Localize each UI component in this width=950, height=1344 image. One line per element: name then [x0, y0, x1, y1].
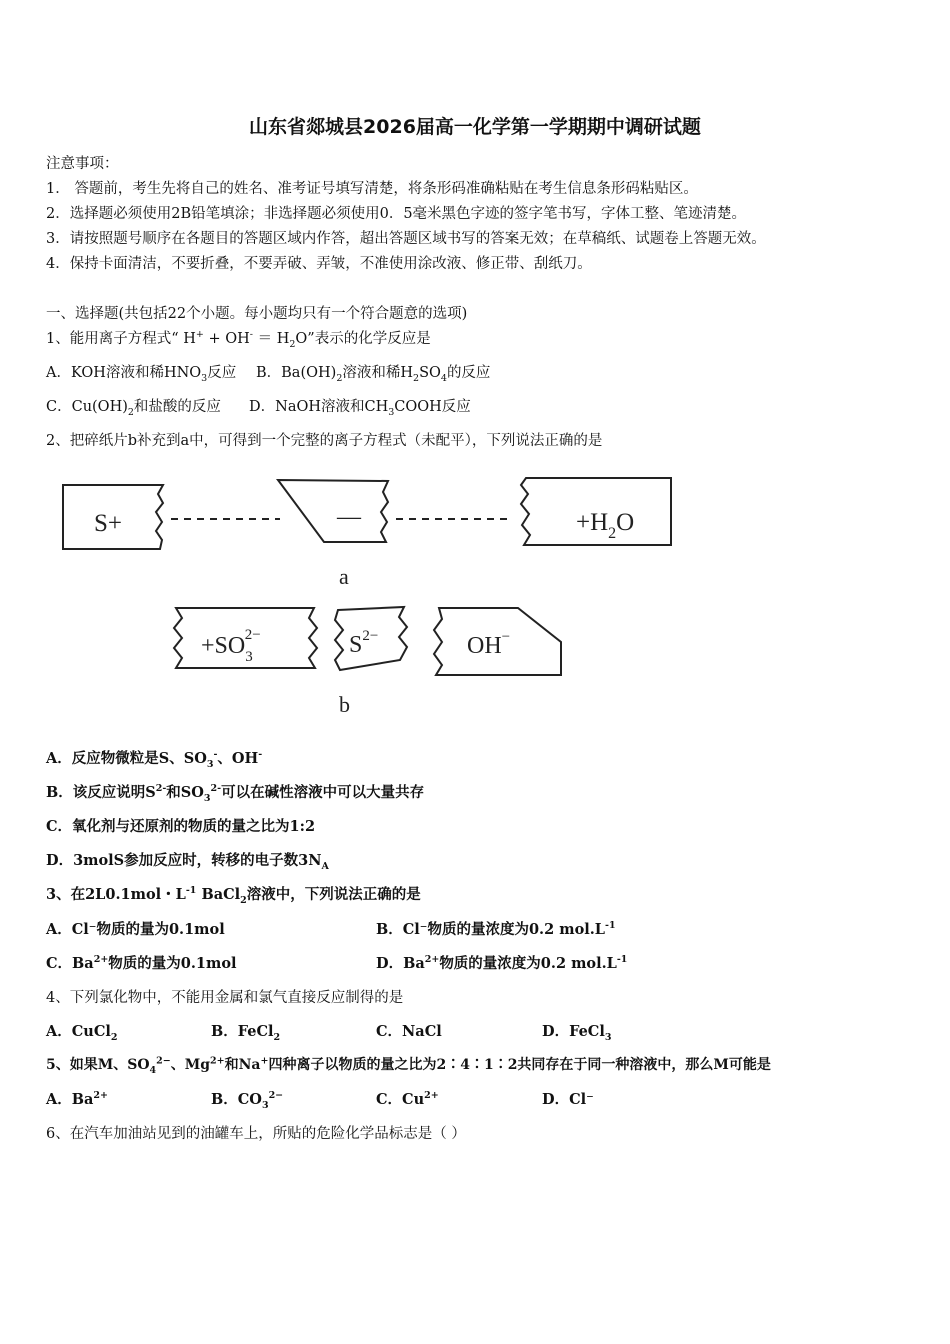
q1-option-b: B．$Ba(OH)_2$溶液和稀$H_2SO_4$的反应 [256, 365, 491, 384]
s-plus-label: S+ [94, 510, 123, 537]
q3-stem: 3、在2L0.1mol・$L^{-1}$ BaCl$_2$溶液中，下列说法正确的是 [46, 885, 421, 906]
q5-option-d: D．Cl⁻ [542, 1091, 594, 1108]
q2-option-a: A．反应物微粒是S、$SO_3^-$、OH- [46, 749, 263, 770]
q4-option-c: C．NaCl [376, 1023, 442, 1040]
q2-option-c: C．氧化剂与还原剂的物质的量之比为1:2 [46, 818, 316, 835]
notice-heading: 注意事项： [46, 156, 119, 172]
q2-option-d: D．3molS参加反应时，转移的电子数$3N_A$ [46, 852, 329, 872]
label-a: a [339, 564, 349, 589]
oh-label: OH− [467, 629, 511, 659]
q1-option-d: D．NaOH溶液和$CH_3COOH$反应 [249, 399, 471, 418]
q4-option-b: B．FeCl$_2$ [211, 1023, 281, 1043]
paper-pieces-figure [56, 470, 676, 722]
page-title: 山东省郯城县2026届高一化学第一学期期中调研试题 [249, 116, 701, 138]
q5-option-c: C．$Cu^{2+}$ [376, 1090, 439, 1108]
q5-option-b: B．$CO_3^{2-}$ [211, 1090, 284, 1111]
q3-option-a: A．Cl⁻物质的量为0.1mol [46, 921, 225, 938]
q3-option-c: C．$Ba^{2+}$物质的量为0.1mol [46, 954, 237, 972]
q1-stem: 1、能用离子方程式“ $H^+ + OH^- = H_2O$”表示的化学反应是 [46, 329, 431, 350]
q5-option-a: A．$Ba^{2+}$ [46, 1090, 108, 1108]
q3-option-d: D．$Ba^{2+}$物质的量浓度为0.2 $mol.L^{-1}$ [376, 954, 628, 972]
q1-option-a: A．KOH溶液和稀$HNO_3$反应 [46, 365, 237, 384]
q4-option-a: A．CuCl$_2$ [46, 1023, 118, 1043]
label-b: b [339, 692, 350, 717]
h2o-label: $+H_2O$ [576, 509, 635, 542]
notice-item-1: 1． 答题前，考生先将自己的姓名、准考证号填写清楚，将条形码准确粘贴在考生信息条形码粘贴区。 [46, 181, 698, 197]
notice-item-3: 3．请按照题号顺序在各题目的答题区域内作答，超出答题区域书写的答案无效；在草稿纸、试题卷上答题无效。 [46, 231, 766, 247]
piece-minus [278, 480, 388, 542]
so3-label: $+SO_32-$ [201, 627, 261, 665]
q5-stem: 5、如果M、$SO_4^{2-}$、$Mg^{2+}$和Na+四种离子以物质的量之比为2∶4∶1∶2共同存在于同一种溶液中，那么M可能是 [46, 1055, 771, 1076]
minus-label: — [337, 504, 361, 530]
q2-option-b: B．该反应说明$S^{2-}$和$SO_3^{2-}$可以在碱性溶液中可以大量共存 [46, 783, 425, 804]
section-heading: 一、选择题(共包括22个小题。每小题均只有一个符合题意的选项) [46, 306, 468, 322]
q3-option-b: B．Cl⁻物质的量浓度为0.2 $mol.L^{-1}$ [376, 920, 616, 938]
notice-item-2: 2．选择题必须使用2B铅笔填涂；非选择题必须使用0．5毫米黑色字迹的签字笔书写，字体工整、笔迹清楚。 [46, 206, 747, 222]
q4-option-d: D．FeCl$_3$ [542, 1023, 612, 1043]
s2-label: $S^{2-}$ [349, 628, 379, 658]
q6-stem: 6、在汽车加油站见到的油罐车上，所贴的危险化学品标志是（ ） [46, 1126, 466, 1142]
q2-stem: 2、把碎纸片b补充到a中，可得到一个完整的离子方程式（未配平），下列说法正确的是 [46, 433, 603, 449]
q4-stem: 4、下列氯化物中，不能用金属和氯气直接反应制得的是 [46, 990, 404, 1006]
q1-option-c: C．$Cu(OH)_2$和盐酸的反应 [46, 399, 221, 418]
notice-item-4: 4．保持卡面清洁，不要折叠，不要弄破、弄皱，不准使用涂改液、修正带、刮纸刀。 [46, 256, 592, 272]
